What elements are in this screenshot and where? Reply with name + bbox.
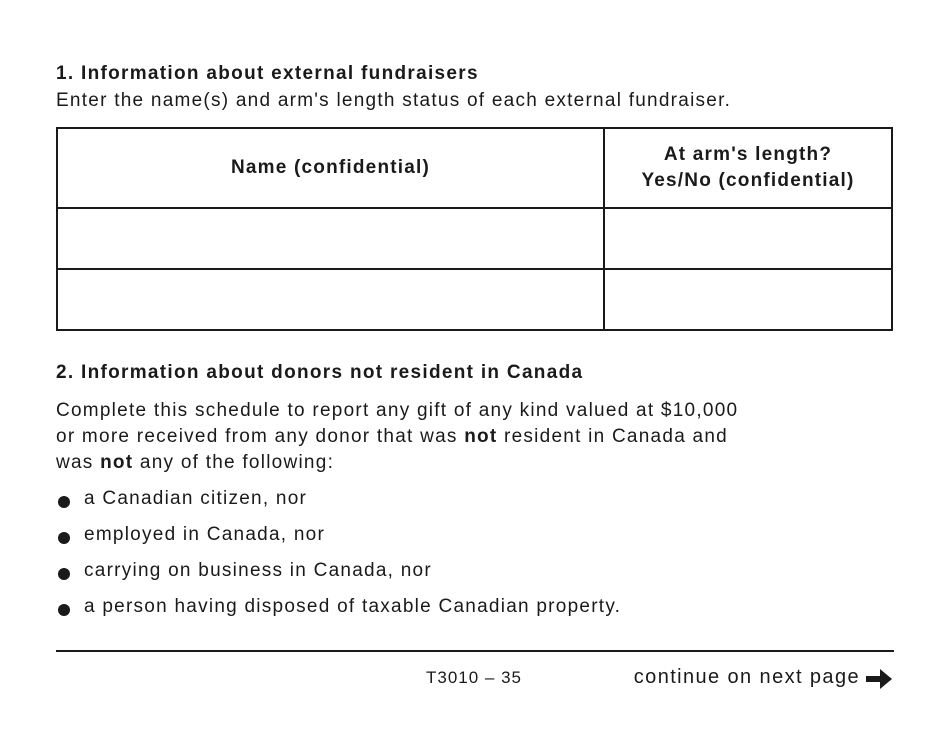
bullet-icon (58, 532, 70, 544)
list-item-text: carrying on business in Canada, nor (84, 560, 432, 581)
para-text: any of the following: (133, 452, 335, 473)
table-row (57, 208, 892, 269)
para-text: resident in Canada and (497, 426, 728, 447)
fundraisers-table (56, 127, 893, 331)
bullet-icon (58, 568, 70, 580)
header-name: Name (confidential) (57, 128, 604, 208)
para-emphasis: not (464, 426, 498, 447)
arms-length-cell[interactable] (604, 208, 892, 269)
footer-divider (56, 650, 894, 652)
arrow-right-icon[interactable] (864, 666, 894, 692)
table-header-row (57, 128, 892, 208)
para-text: or more received from any donor that was (56, 426, 465, 447)
page-number: T3010 – 35 (426, 668, 523, 687)
para-text: was (56, 452, 101, 473)
list-item-text: employed in Canada, nor (84, 524, 326, 545)
section2-paragraph-line3 (56, 450, 334, 476)
para-emphasis: not (100, 452, 134, 473)
section2-heading: 2. Information about donors not resident in Canada (56, 362, 584, 383)
name-cell[interactable] (57, 208, 604, 269)
header-arms-length-line1: At arm's length? (663, 144, 833, 165)
section1-instruction: Enter the name(s) and arm's length status of each external fundraiser. (56, 90, 732, 111)
section1-heading: 1. Information about external fundraisers (56, 63, 479, 84)
list-item-text: a Canadian citizen, nor (84, 488, 308, 509)
section2-paragraph-line2 (56, 424, 728, 450)
header-arms-length-line2: Yes/No (confidential) (641, 170, 855, 191)
continue-link[interactable]: continue on next page (633, 666, 860, 688)
list-item-text: a person having disposed of taxable Canadian property. (84, 596, 622, 617)
arms-length-cell[interactable] (604, 269, 892, 330)
header-arms-length (604, 128, 892, 208)
name-cell[interactable] (57, 269, 604, 330)
table-row (57, 269, 892, 330)
section2-paragraph-line1: Complete this schedule to report any gift of any kind valued at $10,000 (56, 400, 739, 421)
bullet-icon (58, 604, 70, 616)
bullet-icon (58, 496, 70, 508)
